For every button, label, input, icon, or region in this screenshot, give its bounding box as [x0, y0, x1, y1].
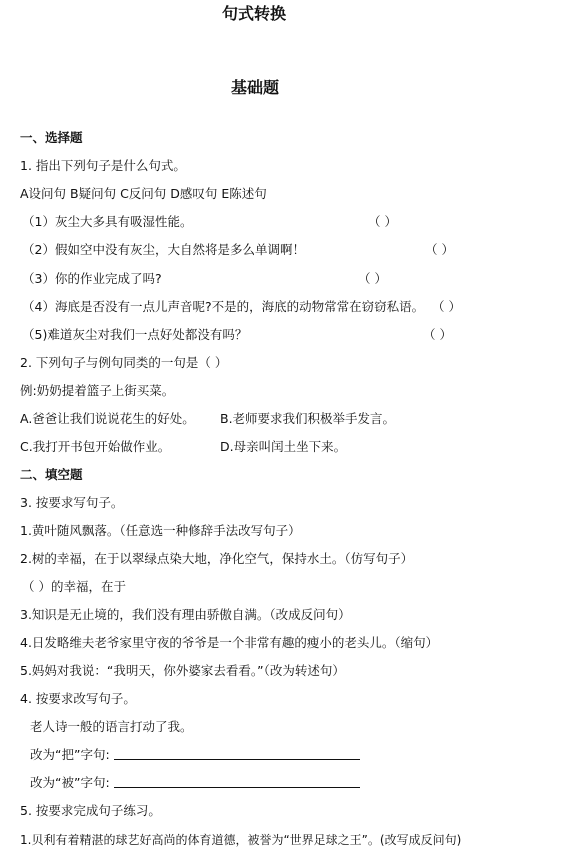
q5-line-1: 1.贝利有着精湛的球艺好高尚的体育道德，被誉为“世界足球之王”。(改写成反问句)	[20, 833, 462, 847]
doc-title: 句式转换	[222, 4, 287, 23]
section-heading-fill: 二、填空题	[20, 467, 83, 482]
answer-blank[interactable]	[114, 775, 360, 788]
q4-sentence: 老人诗一般的语言打动了我。	[30, 719, 193, 734]
q5-prompt: 5. 按要求完成句子练习。	[20, 803, 161, 818]
q1-item-2-answer-paren: （ ）	[425, 242, 454, 257]
q3-line-2: 2.树的幸福，在于以翠绿点染大地，净化空气，保持水土。（仿写句子）	[20, 551, 414, 566]
q1-item-5-answer-paren: （ ）	[423, 327, 452, 342]
q1-item-5: （5)难道灰尘对我们一点好处都没有吗？	[22, 327, 248, 342]
q2-option-d: D.母亲叫闰土坐下来。	[220, 439, 347, 454]
q1-item-3-answer-paren: （ ）	[358, 271, 387, 286]
q3-line-5: 5.妈妈对我说：“我明天，你外婆家去看看。”（改为转述句）	[20, 663, 345, 678]
q1-item-4-answer-paren: （ ）	[432, 299, 461, 314]
q1-item-4: （4）海底是否没有一点儿声音呢?不是的，海底的动物常常在窃窃私语。	[22, 299, 425, 314]
sub-title: 基础题	[231, 78, 280, 97]
q3-line-2-fill: （ ）的幸福，在于	[22, 579, 126, 594]
q2-option-b: B.老师要求我们积极举手发言。	[220, 411, 396, 426]
q2-example: 例:奶奶提着篮子上街买菜。	[20, 383, 175, 398]
q1-item-1: （1）灰尘大多具有吸湿性能。	[22, 214, 193, 229]
answer-blank[interactable]	[114, 747, 360, 760]
q3-line-1: 1.黄叶随风飘落。（任意选一种修辞手法改写句子）	[20, 523, 301, 538]
section-heading-choice: 一、选择题	[20, 130, 83, 145]
q4-ba-label: 改为“把”字句:	[30, 747, 110, 762]
q3-prompt: 3. 按要求写句子。	[20, 495, 124, 510]
q4-bei-line	[30, 775, 360, 791]
q1-options: A设问句 B疑问句 C反问句 D感叹句 E陈述句	[20, 186, 267, 201]
q2-option-c: C.我打开书包开始做作业。	[20, 439, 171, 454]
q1-item-3: （3）你的作业完成了吗?	[22, 271, 162, 286]
q1-item-1-answer-paren: （ ）	[368, 214, 397, 229]
q4-ba-line	[30, 747, 360, 763]
q1-item-2: （2）假如空中没有灰尘，大自然将是多么单调啊！	[22, 242, 305, 257]
q3-line-3: 3.知识是无止境的，我们没有理由骄傲自满。（改成反问句）	[20, 607, 351, 622]
q4-prompt: 4. 按要求改写句子。	[20, 691, 136, 706]
q2-option-a: A.爸爸让我们说说花生的好处。	[20, 411, 195, 426]
q2-prompt: 2. 下列句子与例句同类的一句是（ ）	[20, 355, 228, 370]
q1-prompt: 1. 指出下列句子是什么句式。	[20, 158, 186, 173]
q3-line-4: 4.日发略维夫老爷家里守夜的爷爷是一个非常有趣的瘦小的老头儿。（缩句）	[20, 635, 439, 650]
q4-bei-label: 改为“被”字句:	[30, 775, 110, 790]
